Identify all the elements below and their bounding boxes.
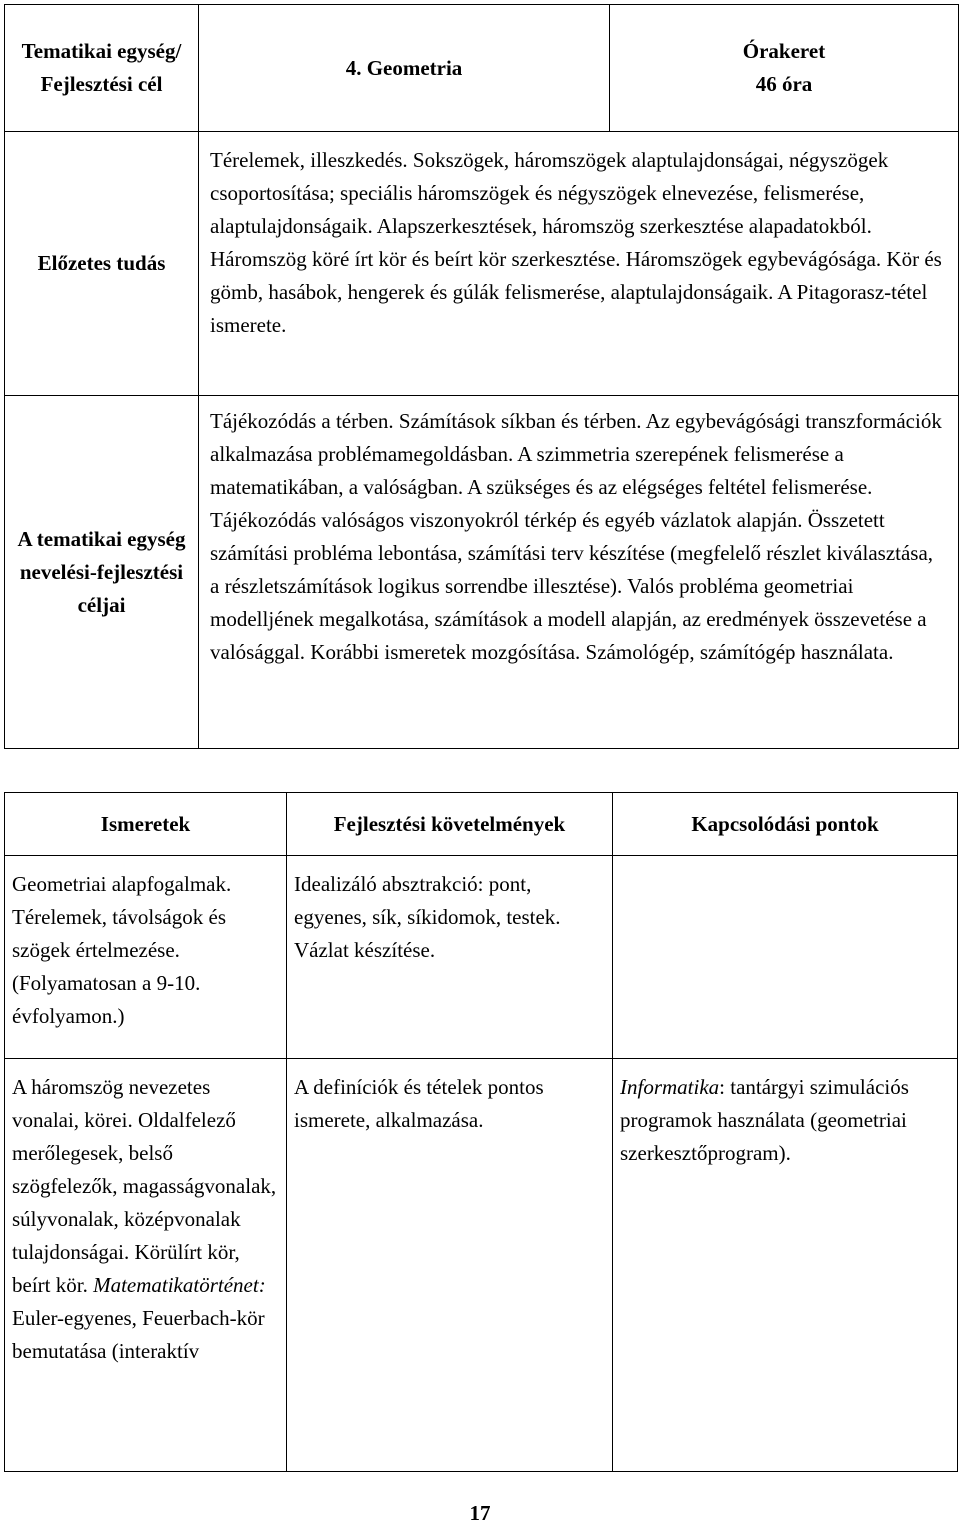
col-header-knowledge: Ismeretek — [5, 793, 287, 856]
knowledge-history-label: Matematikatörténet: — [93, 1273, 266, 1297]
column-header-row — [5, 793, 958, 856]
requirements-cell: A definíciók és tételek pontos ismerete, alkalmazása. — [287, 1059, 613, 1472]
page-number: 17 — [469, 1501, 491, 1525]
goals-text: Tájékozódás a térben. Számítások síkban és térben. Az egybevágósági transzformációk alkalmazása problémamegoldásban. A szimmetria szerepének felismerése a matematikában, a valóságban. A szükséges és az elégséges feltétel felismerése. Tájékozódás valóságos viszonyokról térkép és egyéb vázlatok alapján. Összetett számítási probléma lebontása, számítási terv készítése (megfelelő részlet kiválasztása, a részletszámítások logikus sorrendbe illesztése). Valós probléma geometriai modelljének megalkotása, számítások a modell alapján, az eredmények összevetése a valósággal. Korábbi ismeretek mozgósítása. Számológép, számítógép használata. — [199, 396, 959, 749]
curriculum-header-table — [4, 4, 959, 749]
knowledge-history-text: Euler-egyenes, Feuerbach-kör bemutatása (interaktív — [12, 1306, 265, 1363]
connections-cell — [613, 856, 958, 1059]
prior-knowledge-text: Térelemek, illeszkedés. Sokszögek, háromszögek alaptulajdonságai, négyszögek csoportosítása; speciális háromszögek és négyszögek elnevezése, felismerése, alaptulajdonságaik. Alapszerkesztések, háromszög szerkesztése alapadatokból. Háromszög köré írt kör és beírt kör szerkesztése. Háromszögek egybevágósága. Kör és gömb, hasábok, hengerek és gúlák felismerése, alaptulajdonságaik. A Pitagorasz-tétel ismerete. — [199, 132, 959, 396]
hours-cell — [610, 5, 959, 132]
prior-knowledge-row — [5, 132, 959, 396]
col-header-requirements: Fejlesztési követelmények — [287, 793, 613, 856]
goals-label: A tematikai egység nevelési-fejlesztési céljai — [5, 396, 199, 749]
knowledge-cell: Geometriai alapfogalmak. Térelemek, távolságok és szögek értelmezése. (Folyamatosan a 9-10. évfolyamon.) — [5, 856, 287, 1059]
table-row — [5, 1059, 958, 1472]
header-row — [5, 5, 959, 132]
hours-label: Órakeret — [742, 39, 826, 63]
requirements-cell: Idealizáló absztrakció: pont, egyenes, sík, síkidomok, testek. Vázlat készítése. — [287, 856, 613, 1059]
knowledge-cell — [5, 1059, 287, 1472]
unit-label: Tematikai egység/ Fejlesztési cél — [5, 5, 199, 132]
connections-subject: Informatika — [620, 1075, 720, 1099]
connections-cell — [613, 1059, 958, 1472]
unit-title: 4. Geometria — [199, 5, 610, 132]
goals-row — [5, 396, 959, 749]
curriculum-content-table — [4, 792, 958, 1472]
hours-value: 46 óra — [755, 72, 813, 96]
col-header-connections: Kapcsolódási pontok — [613, 793, 958, 856]
connections-text: : tantárgyi szimulációs programok használata (geometriai szerkesztőprogram). — [620, 1075, 909, 1165]
table-row — [5, 856, 958, 1059]
prior-knowledge-label: Előzetes tudás — [5, 132, 199, 396]
knowledge-text: A háromszög nevezetes vonalai, körei. Oldalfelező merőlegesek, belső szögfelezők, magasságvonalak, súlyvonalak, középvonalak tulajdonságai. Körülírt kör, beírt kör. — [12, 1075, 277, 1297]
